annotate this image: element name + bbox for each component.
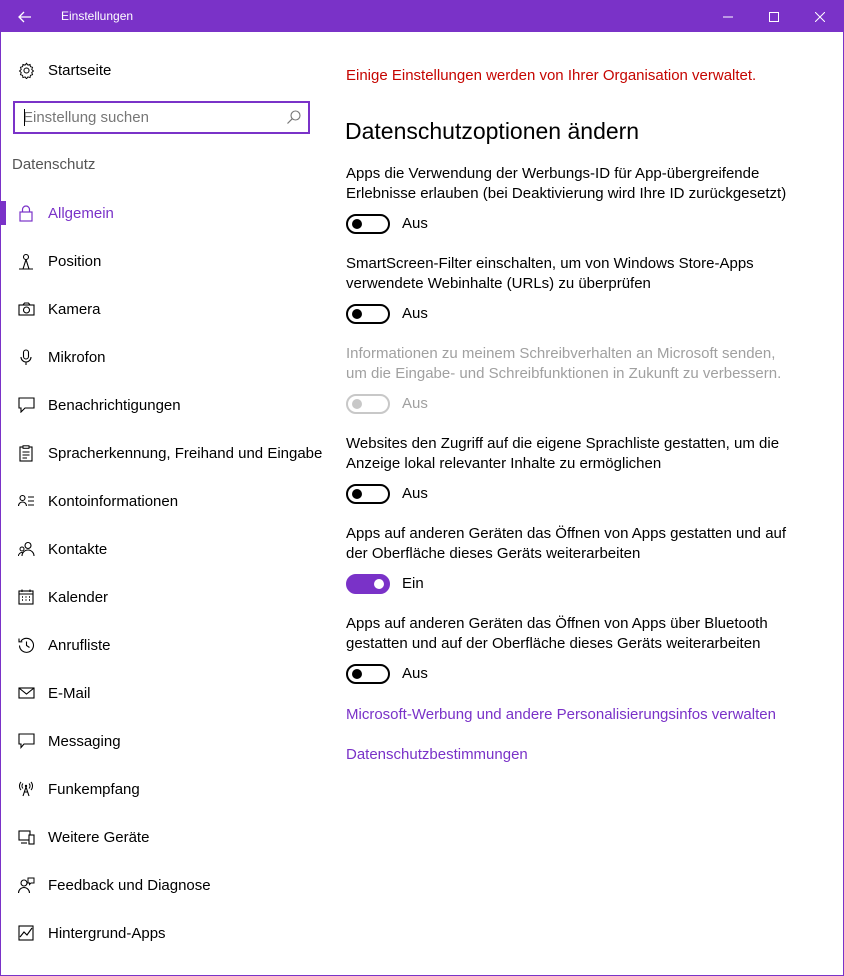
setting-description-line: Erlebnisse erlauben (bei Deaktivierung wird Ihre ID zurückgesetzt) xyxy=(346,185,787,202)
sidebar-item-spracherkennung[interactable] xyxy=(1,429,331,477)
toggle-knob xyxy=(352,399,362,409)
maximize-button[interactable] xyxy=(751,1,797,32)
toggle-knob xyxy=(352,489,362,499)
toggle-state-label: Aus xyxy=(402,215,428,232)
toggle-knob xyxy=(374,579,384,589)
advertising-id-toggle[interactable] xyxy=(346,214,390,234)
sidebar xyxy=(1,32,331,975)
setting-description-line: Informationen zu meinem Schreibverhalten an Microsoft senden, xyxy=(346,345,776,362)
setting-smartscreen xyxy=(346,254,796,326)
sidebar-item-benachrichtigungen[interactable] xyxy=(1,381,331,429)
mail-icon xyxy=(17,684,35,702)
back-button[interactable] xyxy=(1,1,49,32)
back-arrow-icon xyxy=(18,11,32,23)
setting-description xyxy=(346,524,796,564)
setting-typing-info xyxy=(346,344,796,416)
sidebar-item-label: Kamera xyxy=(48,300,101,318)
setting-description-line: der Oberfläche dieses Geräts weiterarbeiten xyxy=(346,545,641,562)
setting-description-line: Apps auf anderen Geräten das Öffnen von Apps über Bluetooth xyxy=(346,615,768,632)
cross-device-toggle[interactable] xyxy=(346,574,390,594)
search-input[interactable] xyxy=(23,103,273,132)
sidebar-item-funkempfang[interactable] xyxy=(1,765,331,813)
home-nav-item[interactable] xyxy=(1,54,331,86)
bluetooth-cross-device-toggle[interactable] xyxy=(346,664,390,684)
setting-description xyxy=(346,164,796,204)
setting-description xyxy=(346,254,796,294)
sidebar-item-label: Mikrofon xyxy=(48,348,106,366)
toggle-knob xyxy=(352,309,362,319)
history-icon xyxy=(17,636,35,654)
minimize-icon xyxy=(723,12,733,22)
sidebar-item-mikrofon[interactable] xyxy=(1,333,331,381)
advertising-personalization-link[interactable]: Microsoft-Werbung und andere Personalisierungsinfos verwalten xyxy=(346,706,776,723)
sidebar-item-hintergrund-apps[interactable] xyxy=(1,909,331,957)
sidebar-item-position[interactable] xyxy=(1,237,331,285)
sidebar-item-label: Anrufliste xyxy=(48,636,111,654)
toggle-knob xyxy=(352,669,362,679)
radio-icon xyxy=(17,780,35,798)
sidebar-item-kontoinformationen[interactable] xyxy=(1,477,331,525)
close-icon xyxy=(815,12,825,22)
account-info-icon xyxy=(17,492,35,510)
nav-list xyxy=(1,189,331,957)
setting-description-line: Websites den Zugriff auf die eigene Sprachliste gestatten, um die xyxy=(346,435,780,452)
notification-icon xyxy=(17,396,35,414)
setting-language-list xyxy=(346,434,796,506)
sidebar-item-feedback[interactable] xyxy=(1,861,331,909)
sidebar-item-label: Messaging xyxy=(48,732,121,750)
toggle-knob xyxy=(352,219,362,229)
sidebar-item-label: Kalender xyxy=(48,588,109,606)
setting-cross-device xyxy=(346,524,796,596)
sidebar-item-label: E-Mail xyxy=(48,684,91,702)
sidebar-item-label: Kontakte xyxy=(48,540,108,558)
language-list-toggle[interactable] xyxy=(346,484,390,504)
setting-description xyxy=(346,344,796,384)
camera-icon xyxy=(17,300,35,318)
setting-bluetooth-cross-device xyxy=(346,614,796,686)
setting-description xyxy=(346,434,796,474)
toggle-row xyxy=(346,304,796,326)
typing-info-toggle xyxy=(346,394,390,414)
toggle-state-label: Aus xyxy=(402,305,428,322)
sidebar-item-label: Benachrichtigungen xyxy=(48,396,181,414)
smartscreen-toggle[interactable] xyxy=(346,304,390,324)
home-label: Startseite xyxy=(48,61,112,79)
setting-description-line: um die Eingabe- und Schreibfunktionen in Zukunft zu verbessern. xyxy=(346,365,782,382)
privacy-statement-link[interactable]: Datenschutzbestimmungen xyxy=(346,746,528,763)
sidebar-item-kamera[interactable] xyxy=(1,285,331,333)
location-icon xyxy=(17,252,35,270)
toggle-state-label: Aus xyxy=(402,485,428,502)
sidebar-item-label: Funkempfang xyxy=(48,780,140,798)
toggle-row xyxy=(346,394,796,416)
background-apps-icon xyxy=(17,924,35,942)
message-icon xyxy=(17,732,35,750)
setting-description-line: SmartScreen-Filter einschalten, um von Windows Store-Apps xyxy=(346,255,754,272)
sidebar-item-anrufliste[interactable] xyxy=(1,621,331,669)
sidebar-item-e-mail[interactable] xyxy=(1,669,331,717)
feedback-icon xyxy=(17,876,35,894)
gear-icon xyxy=(17,61,35,79)
setting-description xyxy=(346,614,796,654)
setting-description-line: Apps die Verwendung der Werbungs-ID für App-übergreifende xyxy=(346,165,760,182)
toggle-state-label: Ein xyxy=(402,575,424,592)
setting-description-line: gestatten und auf der Oberfläche dieses Geräts weiterarbeiten xyxy=(346,635,761,652)
search-box[interactable] xyxy=(13,101,310,134)
lock-icon xyxy=(17,204,35,222)
sidebar-item-label: Weitere Geräte xyxy=(48,828,150,846)
text-caret xyxy=(24,109,25,126)
sidebar-item-kontakte[interactable] xyxy=(1,525,331,573)
maximize-icon xyxy=(769,12,779,22)
contacts-icon xyxy=(17,540,35,558)
sidebar-item-label: Feedback und Diagnose xyxy=(48,876,211,894)
toggle-row xyxy=(346,664,796,686)
sidebar-item-label: Kontoinformationen xyxy=(48,492,179,510)
setting-description-line: Anzeige lokal relevanter Inhalte zu ermöglichen xyxy=(346,455,662,472)
toggle-state-label: Aus xyxy=(402,395,428,412)
org-managed-notice: Einige Einstellungen werden von Ihrer Organisation verwaltet. xyxy=(346,67,757,84)
section-label: Datenschutz xyxy=(12,156,96,173)
setting-description-line: Apps auf anderen Geräten das Öffnen von Apps gestatten und auf xyxy=(346,525,787,542)
setting-description-line: verwendete Webinhalte (URLs) zu überprüfen xyxy=(346,275,651,292)
sidebar-item-label: Allgemein xyxy=(48,204,114,222)
setting-advertising-id xyxy=(346,164,796,236)
sidebar-item-label: Position xyxy=(48,252,102,270)
microphone-icon xyxy=(17,348,35,366)
sidebar-item-messaging[interactable] xyxy=(1,717,331,765)
clipboard-icon xyxy=(17,444,35,462)
sidebar-item-allgemein[interactable] xyxy=(1,189,331,237)
sidebar-item-weitere-geraete[interactable] xyxy=(1,813,331,861)
toggle-row xyxy=(346,214,796,236)
sidebar-item-kalender[interactable] xyxy=(1,573,331,621)
toggle-state-label: Aus xyxy=(402,665,428,682)
calendar-icon xyxy=(17,588,35,606)
toggle-row xyxy=(346,484,796,506)
title-bar xyxy=(1,1,843,32)
toggle-row xyxy=(346,574,796,596)
minimize-button[interactable] xyxy=(705,1,751,32)
search-icon[interactable] xyxy=(286,109,302,125)
page-title: Datenschutzoptionen ändern xyxy=(345,118,640,144)
sidebar-item-label: Hintergrund-Apps xyxy=(48,924,166,942)
window-title: Einstellungen xyxy=(61,9,134,23)
devices-icon xyxy=(17,828,35,846)
sidebar-item-label: Spracherkennung, Freihand und Eingabe xyxy=(48,444,323,462)
close-button[interactable] xyxy=(797,1,843,32)
